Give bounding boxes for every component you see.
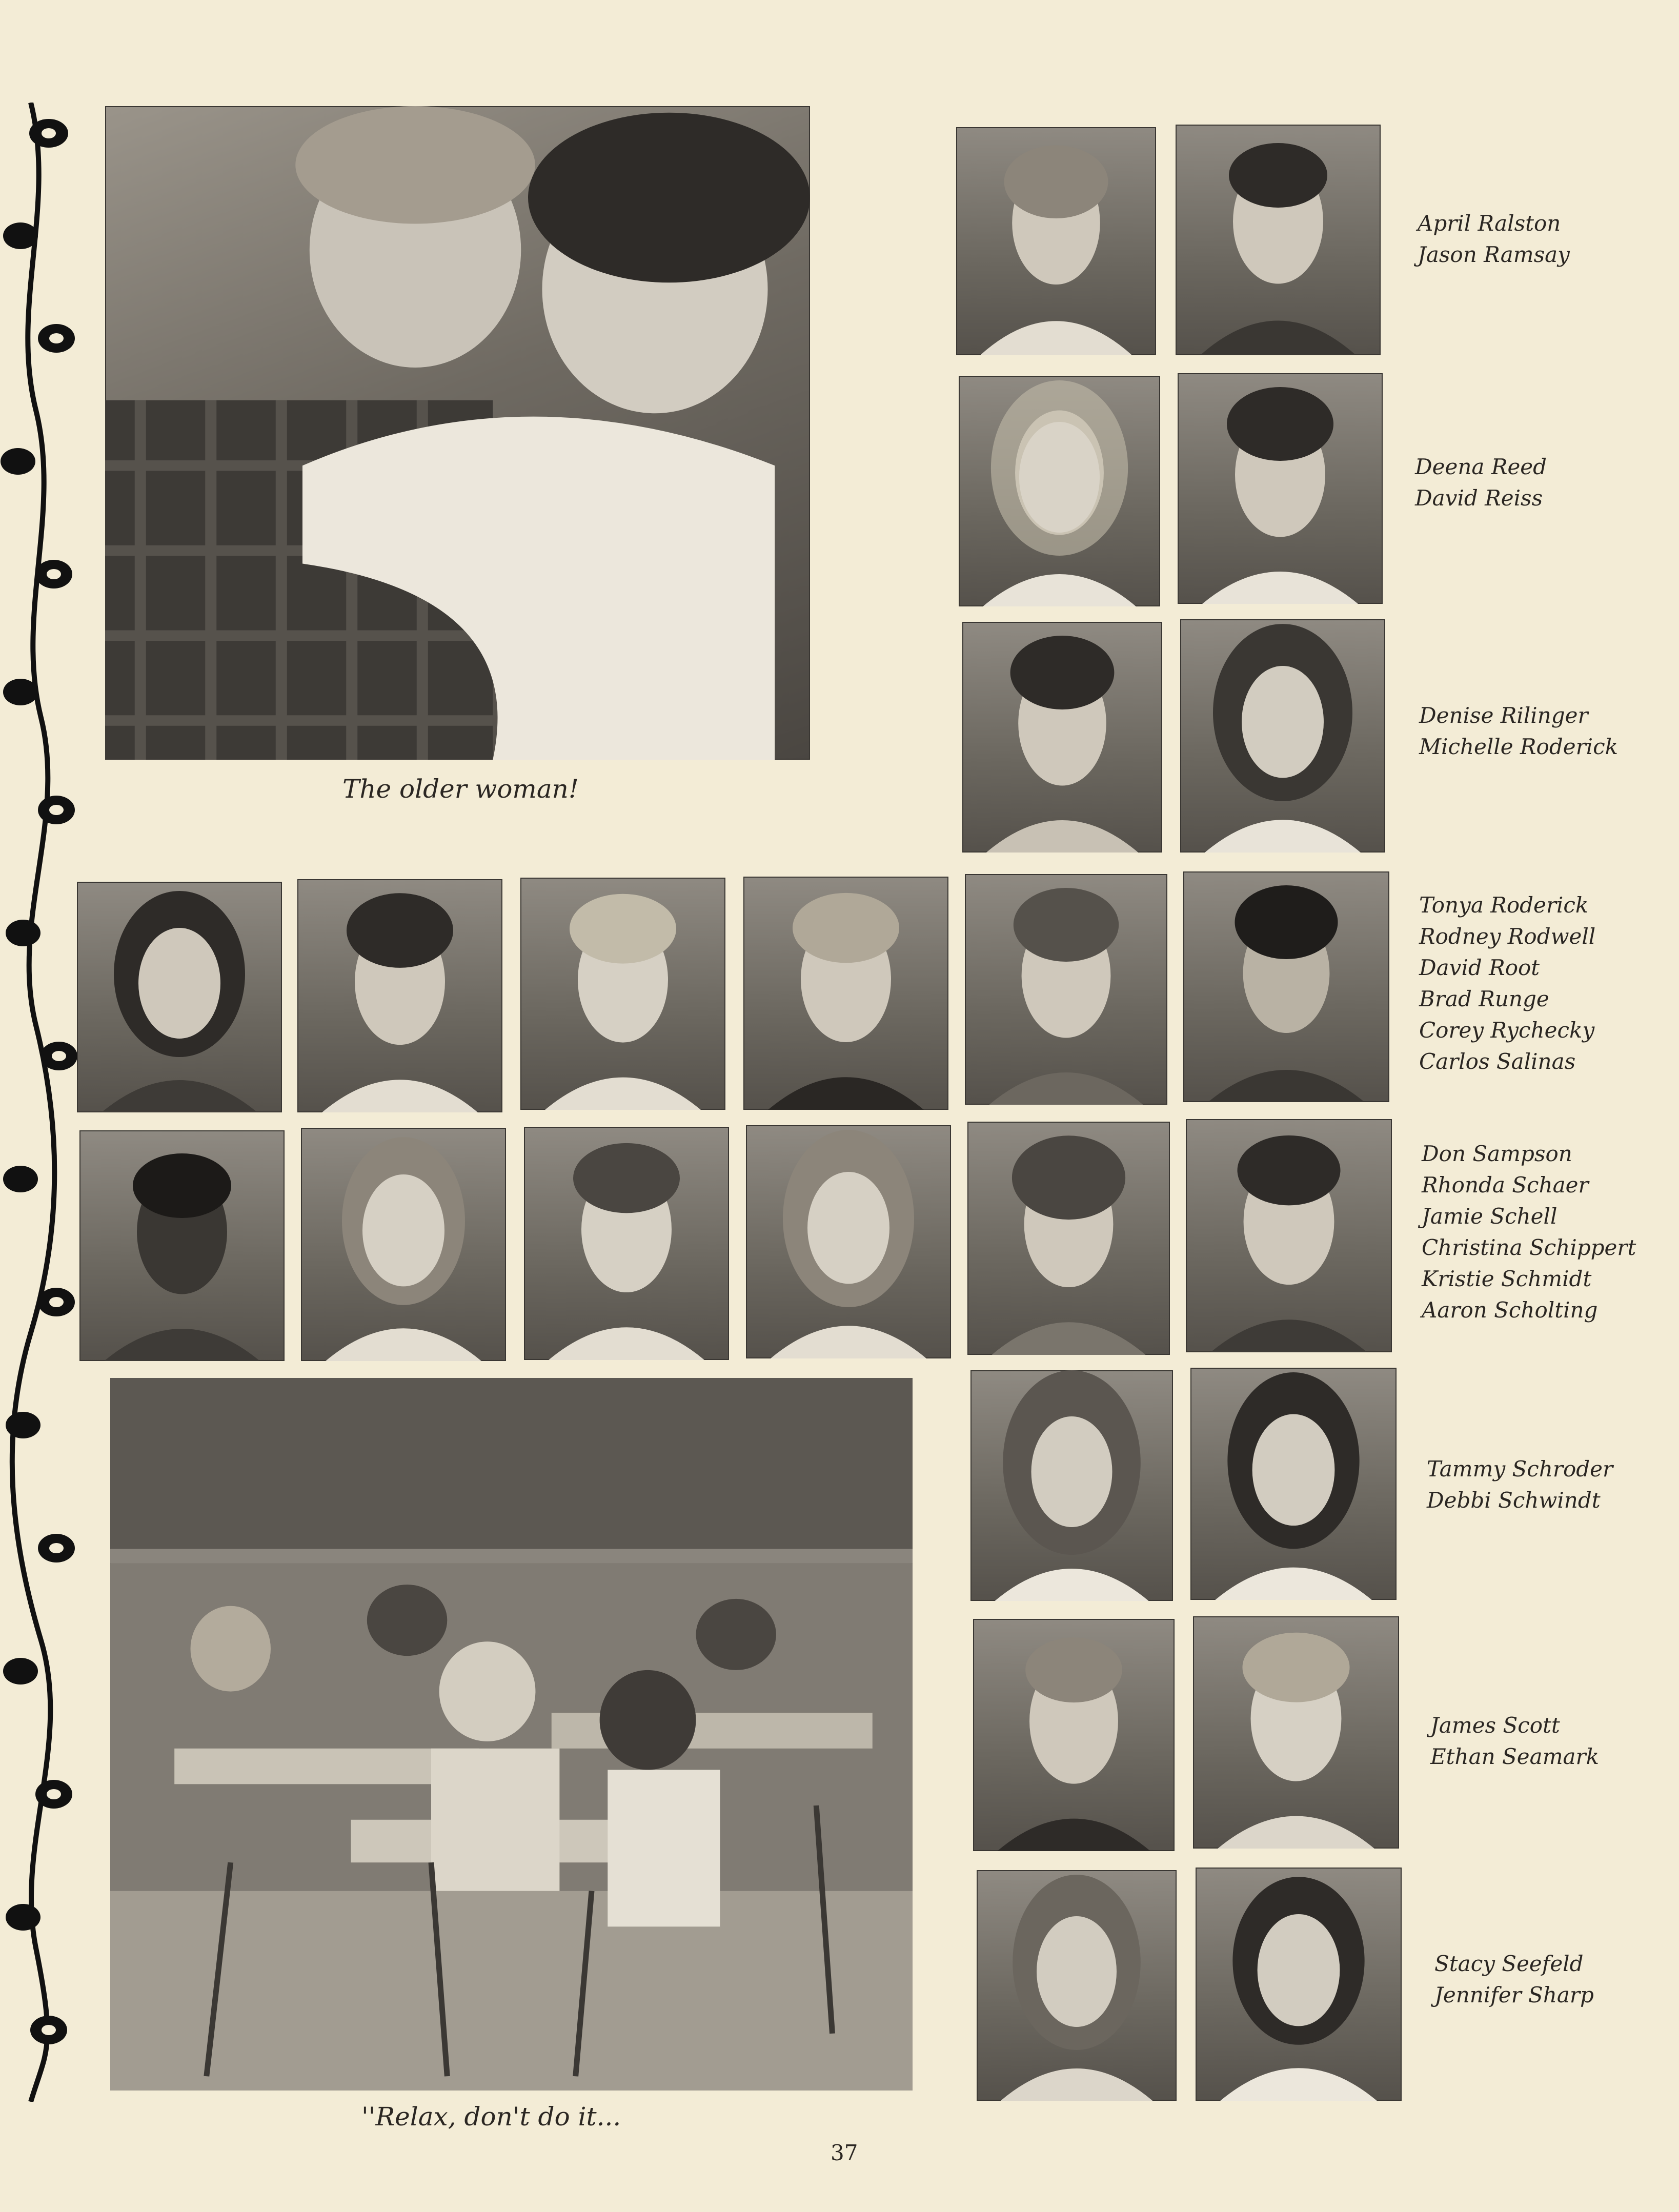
name-list: [1427, 1453, 1613, 1516]
student-name: Rhonda Schaer: [1422, 1172, 1589, 1198]
student-name: David Root: [1419, 955, 1540, 980]
student-name: David Reiss: [1415, 485, 1543, 511]
student-name: Deena Reed: [1415, 454, 1547, 479]
student-name: Stacy Seefeld: [1434, 1951, 1584, 1976]
portrait-photo: [524, 1127, 729, 1360]
portrait-photo: [1196, 1868, 1402, 2101]
student-name: April Ralston: [1418, 211, 1561, 236]
portrait-photo: [1186, 1119, 1392, 1352]
portrait-photo: [743, 877, 948, 1110]
portrait-photo: [77, 882, 282, 1112]
vine-border-decoration: [0, 103, 87, 2102]
portrait-photo: [1180, 619, 1385, 853]
student-name: James Scott: [1430, 1713, 1560, 1738]
portrait-photo: [956, 127, 1156, 355]
student-name: Jamie Schell: [1422, 1204, 1557, 1229]
name-list: [1419, 700, 1618, 762]
student-name: Rodney Rodwell: [1419, 924, 1596, 949]
portrait-photo: [977, 1870, 1177, 2101]
name-list: [1434, 1948, 1594, 2011]
student-name: Kristie Schmidt: [1422, 1266, 1592, 1291]
student-name: Tammy Schroder: [1427, 1456, 1613, 1482]
portrait-photo: [520, 878, 725, 1110]
couple-photo: [105, 106, 810, 760]
student-name: Corey Rychecky: [1419, 1018, 1595, 1043]
portrait-photo: [746, 1125, 951, 1358]
name-list: [1418, 208, 1570, 270]
page-number: 37: [831, 2140, 858, 2165]
couple-photo-caption: The older woman!: [342, 774, 579, 804]
student-name: Michelle Roderick: [1419, 734, 1619, 759]
student-name: Jennifer Sharp: [1434, 1982, 1594, 2007]
student-name: Tonya Roderick: [1419, 892, 1589, 918]
student-name: Jason Ramsay: [1418, 242, 1570, 267]
portrait-photo: [1183, 871, 1389, 1102]
student-name: Brad Runge: [1419, 986, 1549, 1011]
name-list: [1422, 1138, 1636, 1326]
portrait-photo: [970, 1370, 1173, 1601]
portrait-photo: [79, 1130, 285, 1361]
student-name: Don Sampson: [1422, 1141, 1572, 1166]
name-list: [1419, 889, 1595, 1077]
classroom-photo-caption: ''Relax, don't do it...: [361, 2102, 621, 2132]
student-name: Christina Schippert: [1422, 1235, 1636, 1260]
portrait-photo: [965, 874, 1167, 1105]
portrait-photo: [1176, 125, 1381, 355]
name-list: [1430, 1710, 1599, 1772]
student-name: Debbi Schwindt: [1427, 1488, 1601, 1513]
student-name: Carlos Salinas: [1419, 1049, 1576, 1074]
name-list: [1415, 451, 1547, 514]
portrait-photo: [1193, 1616, 1399, 1849]
classroom-photo: [110, 1378, 913, 2091]
portrait-photo: [959, 376, 1160, 606]
portrait-photo: [297, 879, 502, 1112]
student-name: Aaron Scholting: [1422, 1297, 1598, 1323]
student-name: Ethan Seamark: [1430, 1744, 1600, 1769]
portrait-photo: [967, 1122, 1170, 1355]
student-name: Denise Rilinger: [1419, 703, 1588, 728]
portrait-photo: [1178, 373, 1383, 604]
portrait-photo: [1190, 1368, 1397, 1600]
portrait-photo: [973, 1619, 1175, 1851]
portrait-photo: [301, 1128, 506, 1361]
portrait-photo: [962, 622, 1162, 853]
